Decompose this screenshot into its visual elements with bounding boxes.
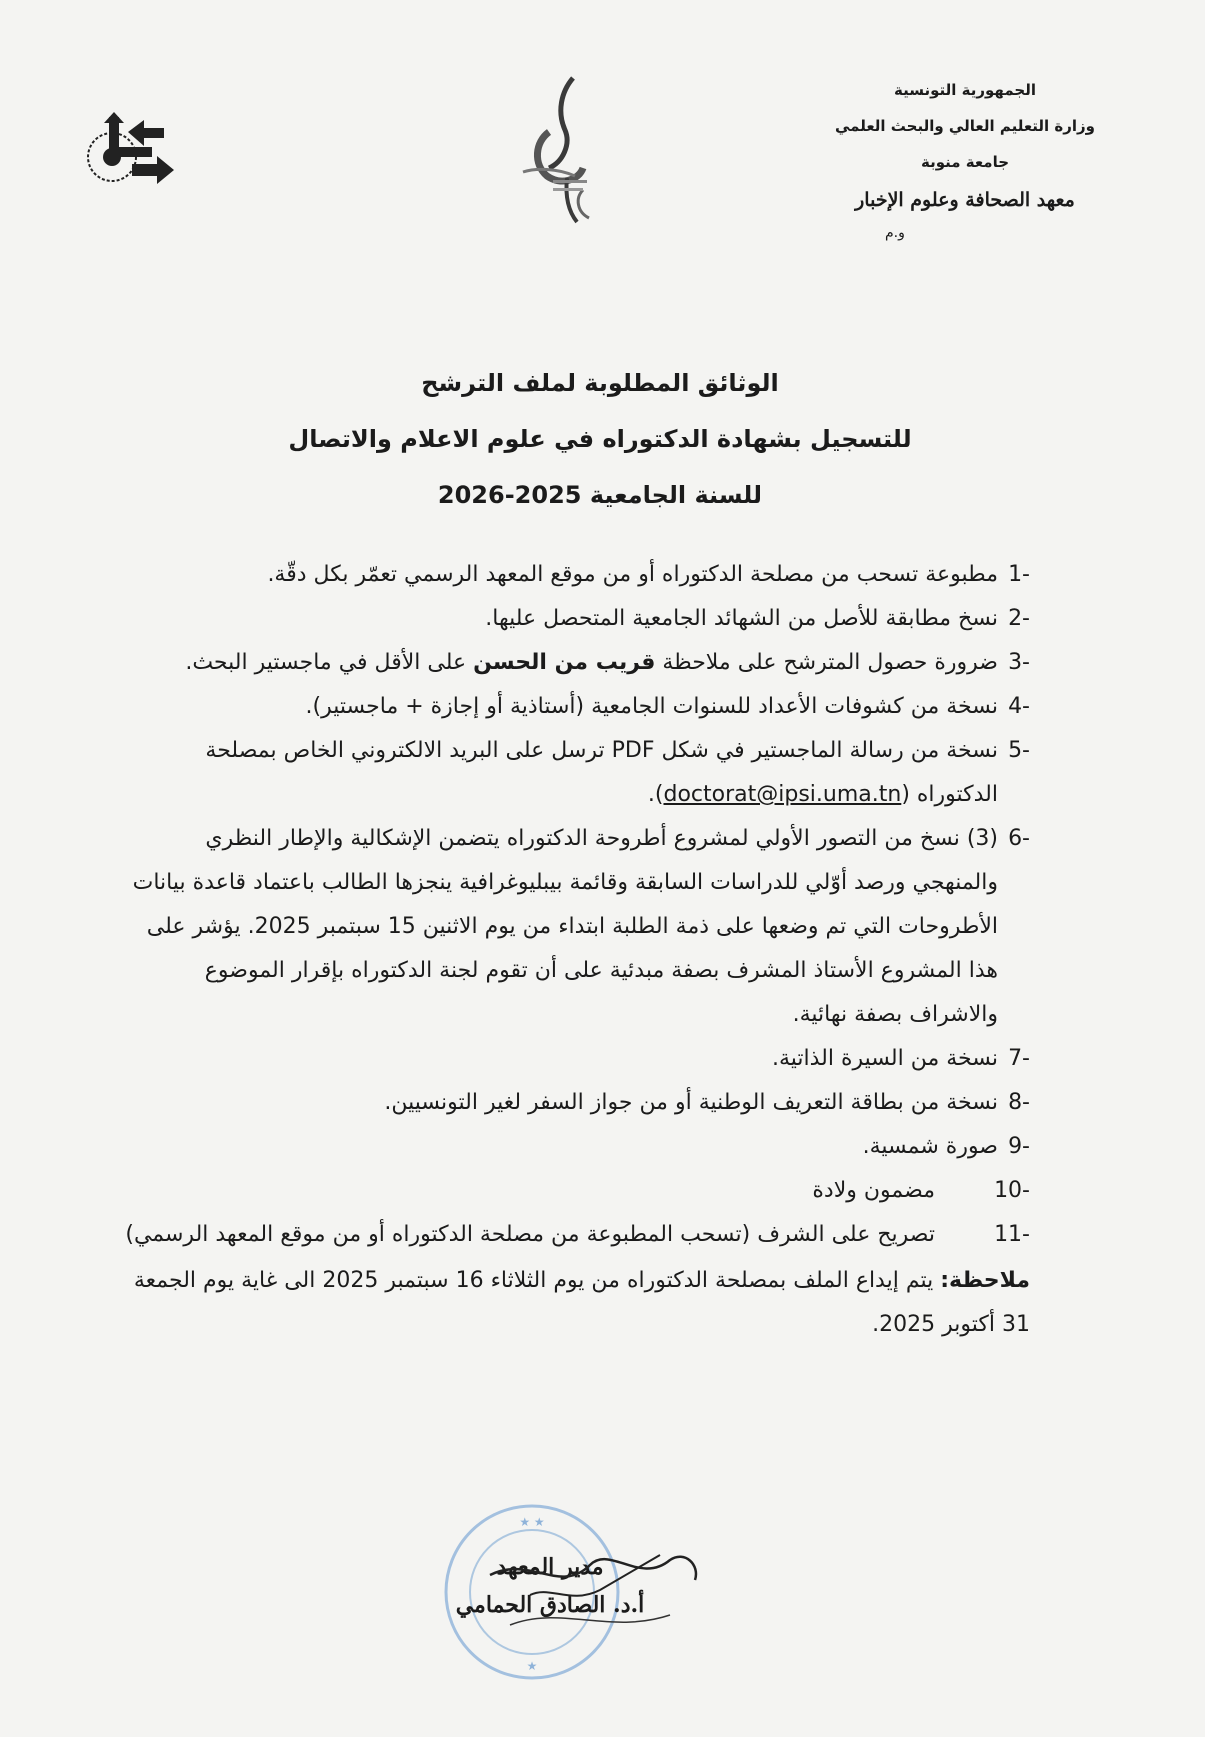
title-line-2: للتسجيل بشهادة الدكتوراه في علوم الاعلام والاتصال xyxy=(288,425,912,453)
svg-text:★: ★ xyxy=(526,1659,538,1673)
item-text: تصريح على الشرف (تسحب المطبوعة من مصلحة الدكتوراه أو من موقع المعهد الرسمي) xyxy=(125,1222,935,1247)
item-text-end: على الأقل في ماجستير البحث. xyxy=(185,650,474,675)
item-number: 1- xyxy=(1008,562,1030,587)
item-text: نسخة من كشوفات الأعداد للسنوات الجامعية (أستاذية أو إجازة + ماجستير). xyxy=(305,694,998,719)
item-number: 3- xyxy=(1008,650,1030,675)
svg-text:★ ★: ★ ★ xyxy=(519,1515,545,1529)
item-number: 11- xyxy=(994,1222,1030,1247)
list-item xyxy=(125,597,1030,641)
item-number: 4- xyxy=(1008,694,1030,719)
list-item xyxy=(125,685,1030,729)
republic-name: الجمهورية التونسية xyxy=(894,81,1036,99)
list-item xyxy=(125,1125,1030,1169)
item-text-start: ضرورة حصول المترشح على ملاحظة xyxy=(655,650,998,675)
list-item xyxy=(125,641,1030,685)
item-number: 5- xyxy=(1008,738,1030,763)
requirements-list xyxy=(125,553,1030,1347)
signatory-name: أ.د. الصادق الحمامي xyxy=(455,1592,645,1618)
item-number: 7- xyxy=(1008,1046,1030,1071)
item-number: 8- xyxy=(1008,1090,1030,1115)
ministry-name: وزارة التعليم العالي والبحث العلمي xyxy=(834,117,1096,135)
item-text-emphasis: قريب من الحسن xyxy=(473,650,656,675)
item-text: مضمون ولادة xyxy=(812,1178,935,1203)
item-text: نسخة من السيرة الذاتية. xyxy=(771,1046,998,1071)
item-text-start: نسخة من رسالة الماجستير في شكل PDF ترسل على البريد الالكتروني الخاص بمصلحة الدكتوراه ( xyxy=(205,738,998,807)
document-title xyxy=(150,355,1050,523)
item-text xyxy=(125,729,998,817)
university-logo-icon xyxy=(505,72,615,232)
item-text-end: ). xyxy=(647,782,664,807)
handwritten-signature-icon xyxy=(470,1535,710,1655)
list-item xyxy=(125,817,1030,1037)
item-text: صورة شمسية. xyxy=(862,1134,998,1159)
item-text: نسخ مطابقة للأصل من الشهائد الجامعية المتحصل عليها. xyxy=(485,606,998,631)
signatory-role: مدير المعهد xyxy=(496,1554,604,1580)
list-item xyxy=(125,729,1030,817)
title-line-1: الوثائق المطلوبة لملف الترشح xyxy=(421,369,779,397)
item-text: (3) نسخ من التصور الأولي لمشروع أطروحة الدكتوراه يتضمن الإشكالية والإطار النظري والمنهجي ورصد أوّلي للدراسات السابقة وقائمة بيبليوغرافية ينجزها الطالب باعتماد قاعدة بيانات الأطروحات التي تم وضعها على ذمة الطلبة ابتداء من يوم الاثنين 15 سبتمبر 2025. يؤشر على هذا المشروع الأستاذ المشرف بصفة مبدئية على أن تقوم لجنة الدكتوراه بإقرار الموضوع والاشراف بصفة نهائية. xyxy=(132,826,998,1027)
list-item xyxy=(125,1037,1030,1081)
item-number: 10- xyxy=(994,1178,1030,1203)
item-text: نسخة من بطاقة التعريف الوطنية أو من جواز السفر لغير التونسيين. xyxy=(384,1090,998,1115)
item-text: مطبوعة تسحب من مصلحة الدكتوراه أو من موقع المعهد الرسمي تعمّر بكل دقّة. xyxy=(267,562,998,587)
item-number: 2- xyxy=(1008,606,1030,631)
item-text xyxy=(125,641,998,685)
note-label: ملاحظة: xyxy=(940,1268,1030,1293)
item-number: 6- xyxy=(1008,826,1030,851)
list-item xyxy=(125,1169,1030,1213)
note xyxy=(125,1259,1030,1347)
institute-logo-icon xyxy=(82,112,182,207)
email-link[interactable]: doctorat@ipsi.uma.tn xyxy=(663,782,902,807)
university-name: جامعة منوبة xyxy=(920,153,1010,171)
letterhead xyxy=(815,72,1115,246)
title-line-3: للسنة الجامعية 2025-2026 xyxy=(437,481,763,509)
list-item xyxy=(125,1213,1030,1257)
list-item xyxy=(125,553,1030,597)
list-item xyxy=(125,1081,1030,1125)
note-text: يتم إيداع الملف بمصلحة الدكتوراه من يوم الثلاثاء 16 سبتمبر 2025 الى غاية يوم الجمعة 31 أكتوبر 2025. xyxy=(133,1268,1030,1337)
institute-name: معهد الصحافة وعلوم الإخبار xyxy=(855,189,1075,211)
reference-code: و.م xyxy=(885,225,905,241)
item-number: 9- xyxy=(1008,1134,1030,1159)
